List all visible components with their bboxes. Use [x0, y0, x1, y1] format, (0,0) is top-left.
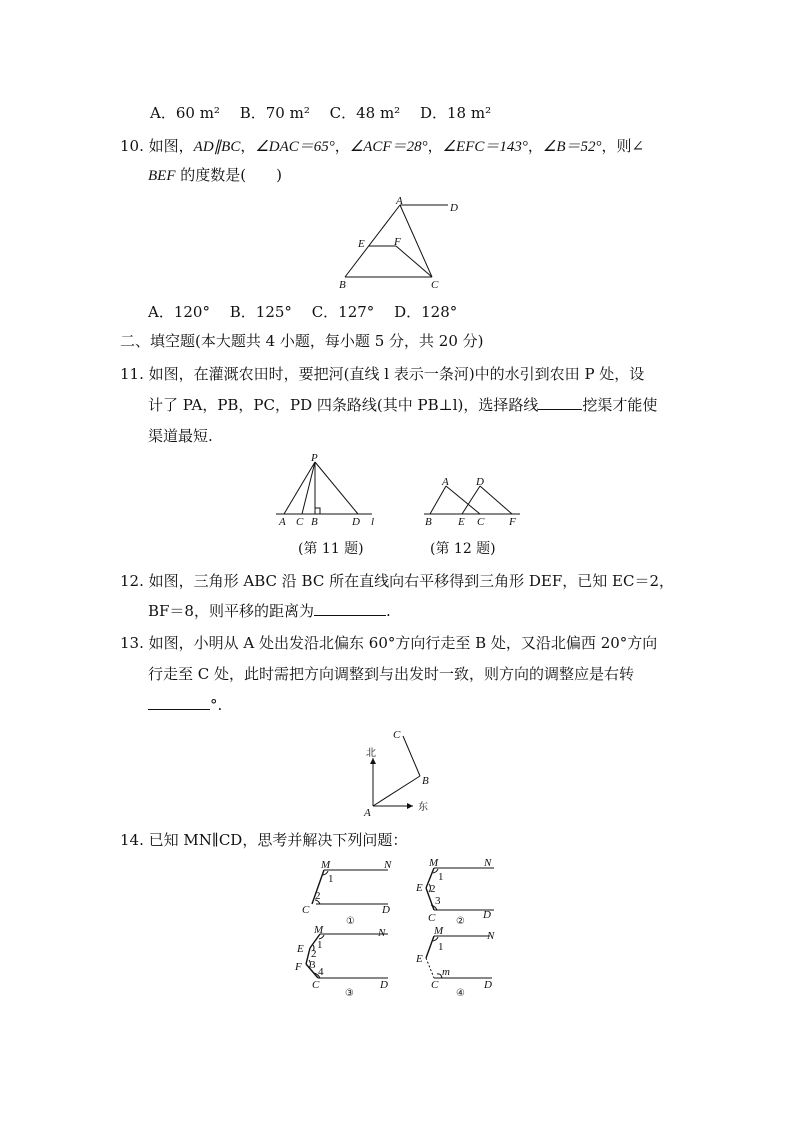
q12-label-D: D: [476, 476, 484, 488]
q14-f3-C: C: [312, 979, 320, 991]
q13-label-A: A: [364, 807, 371, 819]
q12-text2b: .: [385, 602, 391, 620]
q10-sep: ，: [527, 137, 543, 155]
q14-line1: [120, 830, 407, 850]
q13-line2: 行走至 C 处，此时需把方向调整到与出发时一致，则方向的调整应是右转: [148, 665, 635, 683]
q12-label-C: C: [477, 516, 485, 528]
q11-label-B: B: [311, 516, 318, 528]
q11-line2: [148, 395, 657, 415]
q14-text1: 已知 MN∥CD，思考并解决下列问题：: [148, 831, 408, 849]
q14-f4-m: m: [442, 966, 450, 978]
q14-f3-F: F: [295, 961, 302, 973]
q10-figure: [330, 195, 470, 295]
q14-f2-E: E: [416, 882, 423, 894]
q14-f3-circle: ③: [345, 988, 354, 999]
q14-f4-N: N: [487, 930, 495, 942]
q10-line2: [148, 165, 282, 186]
q11-label-l: l: [371, 516, 375, 528]
q10-sep: ，: [334, 137, 350, 155]
q10-label-E: E: [358, 238, 365, 250]
q14-f3-angle4: 4: [318, 966, 324, 978]
q9-option-b: B．70 m²: [239, 104, 310, 122]
q12-label-F: F: [509, 516, 516, 528]
q10-cond2: ∠DAC＝65°: [255, 139, 335, 155]
q13-label-B: B: [422, 775, 429, 787]
q12-text1: 如图，三角形 ABC 沿 BC 所在直线向右平移得到三角形 DEF，已知 EC＝2，: [148, 572, 674, 590]
q10-text: 如图，: [148, 137, 194, 155]
q13-text1: 如图，小明从 A 处出发沿北偏东 60°方向行走至 B 处，又沿北偏西 20°方向: [148, 634, 658, 652]
q14-f1-C: C: [302, 904, 310, 916]
q14-f2-angle1: 1: [438, 871, 444, 883]
q13-label-C: C: [393, 729, 401, 741]
q14-f2-C: C: [428, 912, 436, 924]
q14-f3-angle3: 3: [310, 959, 316, 971]
q11-line3: 渠道最短.: [148, 427, 213, 445]
q10-cond1: AD∥BC: [193, 139, 241, 155]
q13-line1: [120, 633, 657, 653]
q14-f2-M: M: [429, 857, 439, 869]
q14-figure-3: [292, 926, 396, 1000]
q9-option-d: D．18 m²: [419, 104, 492, 122]
q11-label-A: A: [279, 516, 286, 528]
q11-line1: [120, 364, 644, 384]
q13-text3b: °.: [210, 696, 223, 714]
q14-f2-N: N: [484, 857, 492, 869]
q9-options: [150, 103, 491, 123]
q13-number: 13.: [120, 634, 144, 652]
q12-caption: (第 12 题): [430, 541, 496, 557]
q11-figure: [272, 452, 382, 532]
q12-label-A: A: [442, 476, 449, 488]
q14-f3-M: M: [314, 924, 324, 936]
q11-text1: 如图，在灌溉农田时，要把河(直线 l 表示一条河)中的水引到农田 P 处，设: [148, 365, 645, 383]
q10-sep: ，: [240, 137, 256, 155]
q11-label-C: C: [296, 516, 304, 528]
q14-f4-E: E: [416, 953, 423, 965]
q11-label-P: P: [311, 452, 318, 464]
q14-f4-angle1: 1: [438, 941, 444, 953]
q10-question: 的度数是( ): [175, 166, 282, 184]
q11-number: 11.: [120, 365, 144, 383]
q10-label-F: F: [394, 236, 401, 248]
q14-f2-circle: ②: [456, 916, 465, 927]
q14-f1-N: N: [384, 859, 392, 871]
q14-figure-1: [296, 858, 396, 928]
q14-f1-angle1: 1: [328, 873, 334, 885]
q10-options: [148, 302, 457, 322]
section-title: 二、填空题(本大题共 4 小题，每小题 5 分，共 20 分): [120, 332, 484, 350]
q13-label-east: 东: [418, 802, 428, 813]
q11-caption: (第 11 题): [298, 541, 364, 557]
q10-option-d: D．128°: [394, 303, 458, 321]
q10-line1: [120, 136, 644, 157]
q10-option-a: A．120°: [148, 303, 210, 321]
q11-text2a: 计了 PA，PB，PC，PD 四条路线(其中 PB⊥l)，选择路线: [148, 396, 539, 414]
q14-f2-D: D: [483, 909, 491, 921]
q10-label-A: A: [396, 195, 403, 207]
q11-label-D: D: [352, 516, 360, 528]
q10-var: BEF: [148, 168, 176, 184]
q12-line2: [148, 601, 391, 621]
q14-f3-E: E: [297, 943, 304, 955]
q10-option-c: C．127°: [311, 303, 375, 321]
q13-line3: [148, 695, 222, 715]
q12-figure: [420, 476, 530, 532]
q10-sep: ，: [427, 137, 443, 155]
q14-f3-angle2: 2: [311, 948, 317, 960]
q12-text2a: BF＝8，则平移的距离为: [148, 602, 314, 620]
q14-f3-N: N: [378, 927, 386, 939]
q14-f1-M: M: [321, 859, 331, 871]
q14-figure-2: [412, 858, 502, 928]
q10-label-C: C: [431, 279, 439, 291]
q10-cond5: ∠B＝52°: [542, 139, 602, 155]
q12-answer-blank[interactable]: [314, 601, 386, 616]
q10-sep: ，则∠: [601, 137, 645, 155]
q10-option-b: B．125°: [229, 303, 292, 321]
q13-answer-blank[interactable]: [148, 695, 210, 710]
q14-f3-angle1: 1: [317, 939, 323, 951]
q14-f1-circle: ①: [346, 916, 355, 927]
q14-figure-4: [412, 926, 512, 1000]
q10-cond3: ∠ACF＝28°: [349, 139, 428, 155]
q14-number: 14.: [120, 831, 144, 849]
q14-f4-circle: ④: [456, 988, 465, 999]
q14-f4-M: M: [434, 925, 444, 937]
q13-label-north: 北: [366, 748, 376, 759]
q10-label-B: B: [339, 279, 346, 291]
q14-f1-D: D: [382, 904, 390, 916]
q11-text2b: 挖渠才能使: [582, 396, 658, 414]
q14-f2-angle3: 3: [435, 895, 441, 907]
q9-option-a: A．60 m²: [150, 104, 220, 122]
q14-f1-angle2: 2: [315, 890, 321, 902]
q13-figure: [360, 726, 450, 820]
q10-number: 10.: [120, 137, 144, 155]
q12-line1: [120, 571, 674, 591]
q14-f2-angle2: 2: [430, 883, 436, 895]
q10-cond4: ∠EFC＝143°: [442, 139, 528, 155]
q10-label-D: D: [450, 202, 458, 214]
q14-f3-D: D: [380, 979, 388, 991]
q14-f4-C: C: [431, 979, 439, 991]
q11-answer-blank[interactable]: [538, 395, 582, 410]
q9-option-c: C．48 m²: [329, 104, 401, 122]
q14-f4-D: D: [484, 979, 492, 991]
q12-label-E: E: [458, 516, 465, 528]
q12-number: 12.: [120, 572, 144, 590]
q12-label-B: B: [425, 516, 432, 528]
